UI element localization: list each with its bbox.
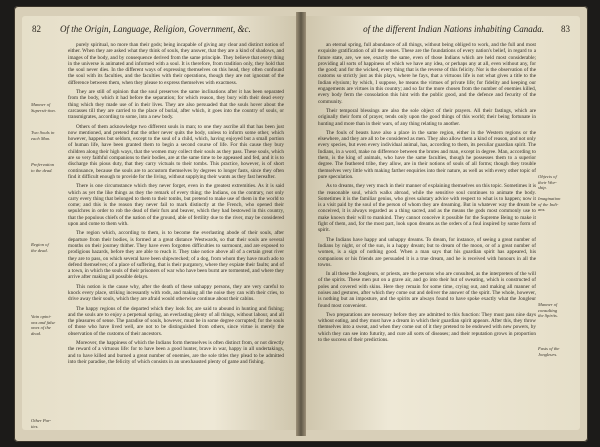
margin-note-line: ans. [538, 207, 546, 212]
margin-note-line: Other Par- [31, 418, 52, 423]
margin-note-line: to the dead. [31, 167, 53, 173]
right-page-header [316, 24, 570, 38]
paragraph: Others of them acknowledge two different souls in man; to one they ascribe all that has been just now mentioned, and pretend that the other never quits the body, unless to inform some other, which however, happens but seldom, except to the soul of a child, which, having enjoyed but a small portion of human life, have been granted them to begin a second course of life. For this cause they bury children along their high ways, that the women may collect their souls as they pass. These souls, which are so very faithful companions to their bodies, are at the same time to be appeased and fed, and it is to discharge this pious duty, that they carry victuals to their tombs. This practice, however, is of short continuance, because the souls are to accustom themselves by degrees to longer fasts, since they often find it difficult enough to provide for the living, without supplying their wants as they fast hereafter. [68, 123, 284, 180]
margin-note-line: each Man. [31, 135, 51, 141]
right-page [306, 16, 580, 430]
paragraph: The happy regions of the departed which they look for, are said to abound in hunting and fishing; and the souls are to enjoy a perpetual spring, an everlasting plenty of all things, without labour, and all the pleasures of sense. The paradise of souls, however, must be in some degree corrupted; for the souls of those who have lived well, are not to be distinguished from others, since virtue is merely the observation of the customs of their ancestors. [68, 305, 284, 337]
margin-note-line: dead. [31, 330, 42, 336]
paragraph: Their temporal blessings are also the sole object of their prayers. All their fastings, which are originally their form of prayer, tends only upon the good things of this world; their being fortunate in hunting and more than in their wars, of any thing relating to another. [318, 107, 536, 127]
left-page-number: 82 [32, 24, 41, 34]
margin-note-line: Supersti-tion. [31, 107, 56, 113]
margin-note-line: ons and false [31, 319, 56, 325]
paragraph: As to dreams, they very much in their manner of explaining themselves on this topic. Sometimes it is the reasonable soul, which walks abroad, while the sensitive soul continues to animate the body. Sometimes it is the familiar genius, who gives salutary advice with respect to what is to happen; now it is a visit paid by the soul of the person of whom they are dreaming. But in whatever way the dream be conceived, it is always regarded as a thing sacred, and as the means the gods most commonly use to make known their will to mankind. They cannot conceive it possible for the Supreme Being to make it fight of them, and, for the most part, look upon dreams as the orders of a foul inspired by some form of spirit. [318, 183, 536, 234]
left-page-header [32, 24, 286, 38]
margin-note [538, 174, 572, 191]
left-page-body [68, 42, 284, 422]
margin-note [31, 418, 63, 429]
margin-note-line: Manner of [31, 102, 51, 107]
margin-note-line: Objects of [538, 174, 557, 179]
margin-note-line: Manner of [538, 302, 558, 307]
book-gutter [296, 12, 306, 436]
margin-note-line: ship. [538, 185, 547, 190]
paragraph: The Indians have happy and unhappy dreams. To dream, for instance, of seeing a great number of Indians by night, or of the sun, is a happy dream; but to dream of the moon, or of a great number of women, is a sign of nothing good. When a man says that his guardian spirit has appeared, his companions or his friends are persuaded it is a true dream, and he is received with honours in all the towns. [318, 236, 536, 268]
margin-note [538, 346, 572, 357]
margin-note-line: Vain opini- [31, 314, 52, 319]
open-book [14, 6, 588, 442]
paragraph: The region which, according to them, is to become the everlasting abode of their souls, after departure from their bodies, is formed at a great distance Westwards, so that their souls are several months on their journey thither. They have even forgotten difficulties to surmount, and are exposed to prodigious hazards, before they are able to reach it. They take notice above all of a certain great river they are to pass, on which several have been shipwrecked; of a dog, from whom they have much ado to defend themselves; of a place of suffering, that is their purgatory, where they expiate their faults; and of a town, in which the souls of their prisoners of war who have been burnt are tormented, and where they arrive after making all possible delays. [68, 230, 284, 281]
paragraph: an eternal spring, full abundance of all things, without being obliged to work, and the full and most exquisite gratification of all the senses. These are the foundations of every nation's belief, in regard to a future state, are, we see, exactly the same, even of those Indians which are held most considerable; providing all sorts of happiness of which we have any idea, or perhaps any at all, even without any, for the good; and for the wicked, every thing that is the reverse of this felicity. Nor is the observation of the customs so strictly just as this plays, where he fays, that a virtuous life is not what gives a title to the Indian elysium; by which, I suppose, he means the virtues of private life; for fidelity and keeping our engagements are virtues in this country; and so far the more chosen from the number of enemies killed, every body ferm the consolation this hint with the public good, and the defence and fecurity of the community. [318, 42, 536, 105]
paragraph: In all these the Jongleurs, or priests, are the persons who are consulted, as the interpreters of the will of the spirits. These men put on a grave air, and go into their hut of sweating, which is constructed of poles and covered with skins. Here they remain for some time, crying out, and making all manner of noises and gestures, after which they come out and deliver the answer of the spirit. The whole, however, is nothing but an imposture, and the spirits are always found to have spoke exactly what the Jongleur found most convenient. [318, 271, 536, 309]
margin-note [31, 162, 63, 173]
margin-note-line: Fasts of the [538, 346, 560, 351]
margin-note-line: Two Souls in [31, 130, 55, 135]
left-running-head: Of the Origin, Language, Religion, Government, &c. [60, 24, 251, 34]
margin-note [31, 242, 63, 253]
right-page-body [318, 42, 536, 422]
margin-note-line: their Wor- [538, 179, 557, 185]
paragraph: This notion is the cause why, after the death of these unhappy persons, they are very careful to knock every place, striking incessantly with rods, and making all the noise they can with their cries, to drive away their souls, which they are afraid would otherwise continue about their cabins. [68, 283, 284, 303]
margin-note-line: Imagination [538, 196, 561, 201]
margin-note-line: of the Indi- [538, 201, 559, 207]
margin-note [538, 196, 572, 213]
right-running-head: of the different Indian Nations inhabiting Canada. [363, 24, 544, 34]
paragraph: There is one circumstance which they never forget, even in the greatest extremities. As it is said which as yet the like things as they the remark of every thing; the Indians, on the contrary, not only carry every thing that belonged to them to their tombs, but pretend to make use of them in the world to come; and this is the reason they never fail to mark distinctly at the French, who opened their sepulchres in order to rob the dead of their furs and beaver, which they had bestowed in this country, that the populous chiefs of the nation of the ground, able of fertility due to the river, may be considered upon and come to them with. [68, 183, 284, 228]
margin-note-line: Jongleurs. [538, 351, 558, 357]
margin-note [31, 314, 63, 336]
paragraph: They are still of opinion that the soul preserves the same inclinations after it has been separated from the body, which it had before the separation; for which reason, they bury with their dead every thing which they made use of in their lives. They are also persuaded that the souls hover about the carcasses till they are carried to the place of burial, after which, it goes into the country of souls, or transmigrates, according to some, into a new body. [68, 89, 284, 121]
margin-note-line: the dead. [31, 247, 48, 253]
margin-note [31, 102, 63, 113]
paragraph: Moreover, the happiness of which the Indians form themselves is often distinct from, or not directly the reward of a virtuous life: for to have been a good hunter, brave in war, happy in all undertakings, and to have killed and burned a great number of enemies, are the sole titles they plead to be admitted into their paradise, the felicity of which consists in an unexhausted plenty of game and fishing. [68, 340, 284, 365]
margin-note-line: Prefervation [31, 162, 55, 167]
left-page [22, 16, 296, 430]
margin-note-line: ties. [31, 423, 39, 429]
margin-note-line: Region of [31, 242, 49, 247]
right-page-number: 83 [561, 24, 570, 34]
margin-note [538, 302, 572, 319]
margin-note-line: the Spirits. [538, 313, 558, 318]
margin-note-line: consulting [538, 307, 558, 313]
paragraph: purely spiritual, no more than their gods; being incapable of giving any clear and distinct notion of either. When they are asked what they think of souls, they answer, that they are a kind of shadows, and images of the body, and by consequence derived from the same principle. They believe that every thing in the universe is animated and informed with a soul. It is therefore, from tradition only, they hold that the soul never dies. In the different ways of expressing themselves on this head, they often confound the soul with its faculties, and the faculties with their operations, though they are not ignorant of the difference between them, when they please to express themselves with exactness. [68, 42, 284, 86]
margin-note-line: ones of the [31, 325, 51, 330]
margin-note [31, 130, 63, 141]
paragraph: The fouls of beasts have also a place in the same region, either in the Western regions or the elsewhere, and they are all to be considered as men. They also allow them a kind of reason, and not only every species, but even every individual animal, has, according to them, its peculiar guardian spirit. The Indians, in a word, make no difference between the brutes and man, except in degree. Man, according to them, is the king of animals, who have the same faculties, though he possesses them to a superior degree. The feathered tribe, they allow, are in their notions of souls of all forms; though they trouble themselves very little with making farther enquiries into their nature, as well as with every other topic of pure speculation. [318, 129, 536, 180]
paragraph: Two preparations are necessary before they are admitted to this function: They must pass nine days without eating, and they must have a dream in which their guardian spirit appears. After this, they throw themselves into a sweat, and when they come out of it they pretend to be endowed with new powers, by which they can see into futurity, and cure all sorts of diseases; and their reputation grows in proportion to the success of their predictions. [318, 311, 536, 344]
